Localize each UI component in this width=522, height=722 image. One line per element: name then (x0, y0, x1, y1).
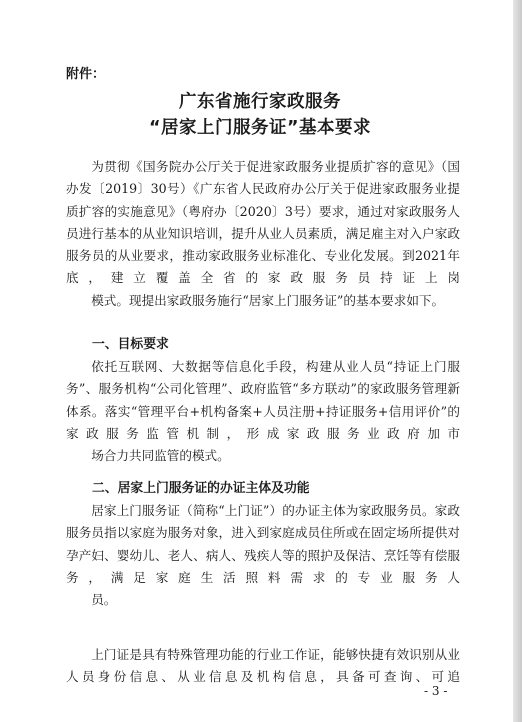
page-number: - 3 - (424, 684, 448, 698)
section2-paragraph-2 (66, 644, 460, 689)
intro-paragraph-text: 为贯彻《国务院办公厅关于促进家政服务业提质扩容的意见》（国办发〔2019〕30号）《广东省人民政府办公厅关于促进家政服务业提质扩容的实施意见》（粤府办〔2020〕3号）要求，通过对家政服务人员进行基本的从业知识培训，提升从业人员素质，满足雇主对入户家政服务员的从业要求，推动家政服务业标准化、专业化发展。到2021年底，建立覆盖全省的家政服务员持证上岗 (66, 159, 460, 286)
section2-paragraph-text: 居家上门服务证（简称“上门证”）的办证主体为家政服务员。家政服务员指以家庭为服务对象，进入到家庭成员住所或在固定场所提供对孕产妇、婴幼儿、老人、病人、残疾人等的照护及保洁、烹饪等有偿服务，满足家庭生活照料需求的专业服务人 (66, 503, 460, 585)
page-edge-shadow (513, 0, 522, 722)
section1-paragraph-last-line: 场合力共同监管的模式。 (91, 448, 230, 464)
document-title-line-1: 广东省施行家政服务 (179, 92, 341, 112)
document-title-line-2: “居家上门服务证”基本要求 (148, 118, 371, 138)
section-heading-1: 一、目标要求 (92, 337, 169, 352)
intro-paragraph-last-line: 模式。现提出家政服务施行“居家上门服务证”的基本要求如下。 (91, 292, 445, 308)
section1-paragraph (66, 356, 460, 467)
attachment-label: 附件： (66, 67, 106, 82)
section1-paragraph-text: 依托互联网、大数据等信息化手段，构建从业人员“持证上门服务”、服务机构“公司化管理”、政府监管“多方联动”的家政服务管理新体系。落实“管理平台+机构备案+人员注册+持证服务+信用评价”的家政服务监管机制，形成家政服务业政府加市 (66, 359, 460, 441)
section-heading-2: 二、居家上门服务证的办证主体及功能 (92, 481, 310, 496)
section2-paragraph-2-text: 上门证是具有特殊管理功能的行业工作证，能够快捷有效识别从业人员身份信息、从业信息及机构信息，具备可查询、可追 (66, 647, 460, 685)
section2-paragraph-last-line: 员。 (91, 592, 117, 608)
intro-paragraph (66, 156, 460, 312)
section2-paragraph (66, 500, 460, 611)
